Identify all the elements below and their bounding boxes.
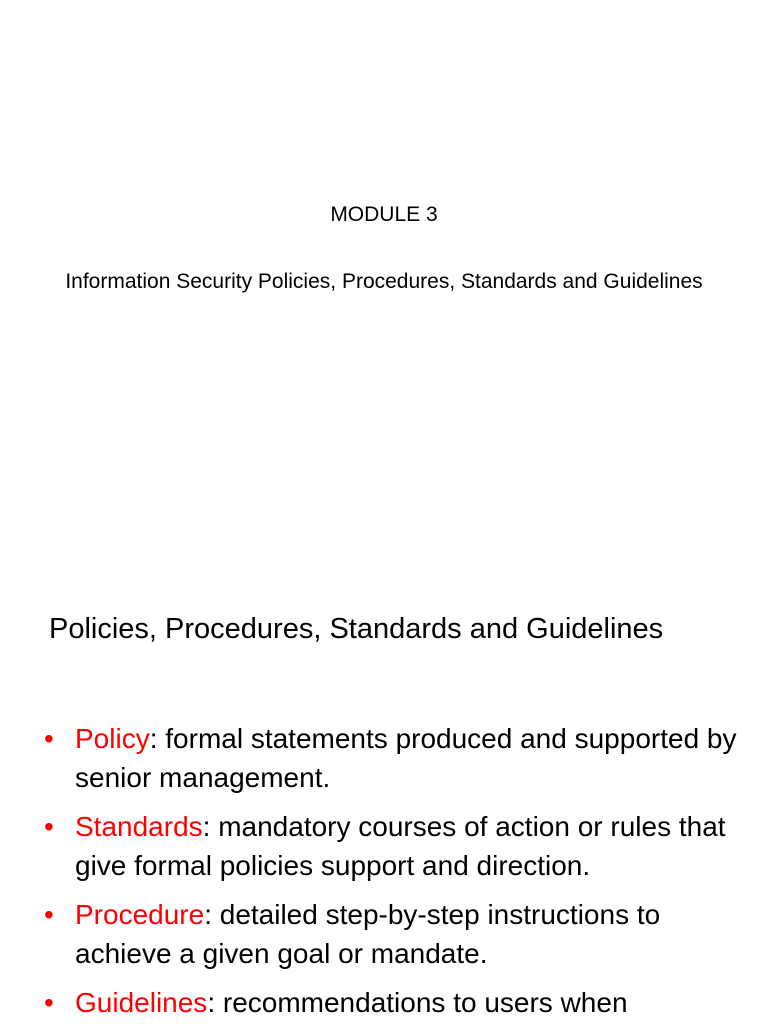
bullet-term: Policy [75,723,150,754]
bullet-definition: : recommendations to users when [207,987,628,1018]
bullet-item-standards [0,807,768,885]
bullet-definition: : detailed step-by-step instructions to achieve a given goal or mandate. [75,899,661,969]
bullet-item-guidelines [0,983,768,1022]
bullet-definition: : mandatory courses of action or rules that give formal policies support and direction. [75,811,726,881]
bullet-term: Guidelines [75,987,208,1018]
slide-heading: Policies, Procedures, Standards and Guidelines [49,613,664,645]
bullet-term: Standards [75,811,203,842]
bullet-icon: • [44,899,54,930]
module-subtitle: Information Security Policies, Procedures, Standards and Guidelines [65,270,703,293]
content-slide [0,576,768,1024]
bullet-item-procedure [0,895,768,973]
bullet-icon: • [44,723,54,754]
module-title: MODULE 3 [330,203,438,226]
bullet-term: Procedure [75,899,205,930]
bullet-list [0,719,768,1024]
bullet-definition: : formal statements produced and supported by senior management. [75,723,737,793]
bullet-item-policy [0,719,768,797]
bullet-icon: • [44,987,54,1018]
bullet-icon: • [44,811,54,842]
